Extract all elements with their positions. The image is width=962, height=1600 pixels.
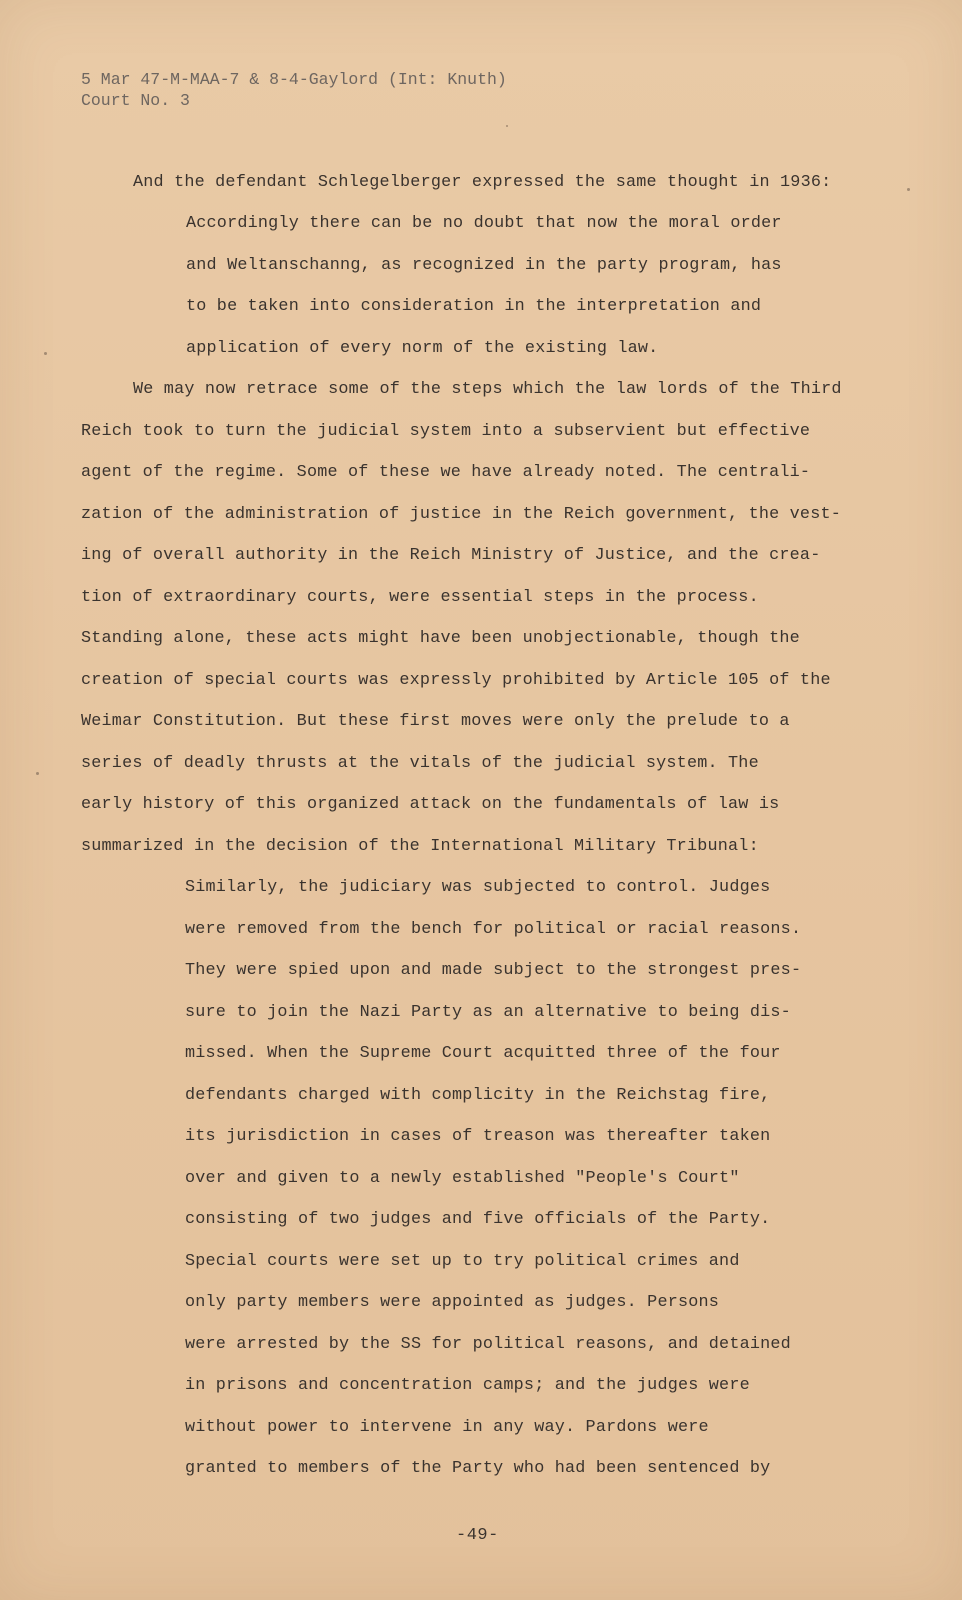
quote-line: They were spied upon and made subject to the strongest pres- (185, 961, 802, 980)
body-line: tion of extraordinary courts, were essential steps in the process. (81, 588, 759, 607)
paper-speck (44, 352, 47, 355)
page-number: -49- (456, 1526, 499, 1545)
quote-line: only party members were appointed as judges. Persons (185, 1293, 720, 1312)
body-line: creation of special courts was expressly prohibited by Article 105 of the (81, 671, 831, 690)
body-line: Weimar Constitution. But these first moves were only the prelude to a (81, 712, 790, 731)
header-line: 5 Mar 47-M-MAA-7 & 8-4-Gaylord (Int: Knuth) (81, 70, 507, 89)
quote-line: Special courts were set up to try political crimes and (185, 1252, 740, 1271)
quote-line: without power to intervene in any way. Pardons were (185, 1418, 709, 1437)
quote-intro-line: And the defendant Schlegelberger expressed the same thought in 1936: (133, 173, 832, 192)
body-line: zation of the administration of justice in the Reich government, the vest- (81, 505, 842, 524)
quote-line: application of every norm of the existing law. (186, 339, 659, 358)
body-line: agent of the regime. Some of these we have already noted. The centrali- (81, 463, 811, 482)
body-line: Standing alone, these acts might have been unobjectionable, though the (81, 629, 800, 648)
header-line: Court No. 3 (81, 91, 190, 110)
body-line: Reich took to turn the judicial system into a subservient but effective (81, 422, 811, 441)
quote-line: were removed from the bench for political or racial reasons. (185, 920, 802, 939)
paper-speck (907, 188, 910, 191)
body-line: summarized in the decision of the International Military Tribunal: (81, 837, 759, 856)
body-line: series of deadly thrusts at the vitals of the judicial system. The (81, 754, 759, 773)
paper-speck (506, 125, 508, 127)
quote-line: granted to members of the Party who had been sentenced by (185, 1459, 771, 1478)
paper-speck (36, 772, 39, 775)
quote-line: and Weltanschanng, as recognized in the party program, has (186, 256, 782, 275)
body-line: We may now retrace some of the steps which the law lords of the Third (133, 380, 842, 399)
quote-line: missed. When the Supreme Court acquitted three of the four (185, 1044, 781, 1063)
quote-line: its jurisdiction in cases of treason was thereafter taken (185, 1127, 771, 1146)
quote-line: consisting of two judges and five officials of the Party. (185, 1210, 771, 1229)
quote-line: Accordingly there can be no doubt that now the moral order (186, 214, 782, 233)
quote-line: in prisons and concentration camps; and the judges were (185, 1376, 750, 1395)
body-line: ing of overall authority in the Reich Ministry of Justice, and the crea- (81, 546, 821, 565)
quote-line: defendants charged with complicity in the Reichstag fire, (185, 1086, 771, 1105)
body-line: early history of this organized attack on the fundamentals of law is (81, 795, 780, 814)
quote-line: were arrested by the SS for political reasons, and detained (185, 1335, 791, 1354)
quote-line: over and given to a newly established "People's Court" (185, 1169, 740, 1188)
document-header (81, 69, 507, 111)
quote-line: to be taken into consideration in the interpretation and (186, 297, 762, 316)
quote-line: Similarly, the judiciary was subjected to control. Judges (185, 878, 771, 897)
quote-line: sure to join the Nazi Party as an alternative to being dis- (185, 1003, 791, 1022)
